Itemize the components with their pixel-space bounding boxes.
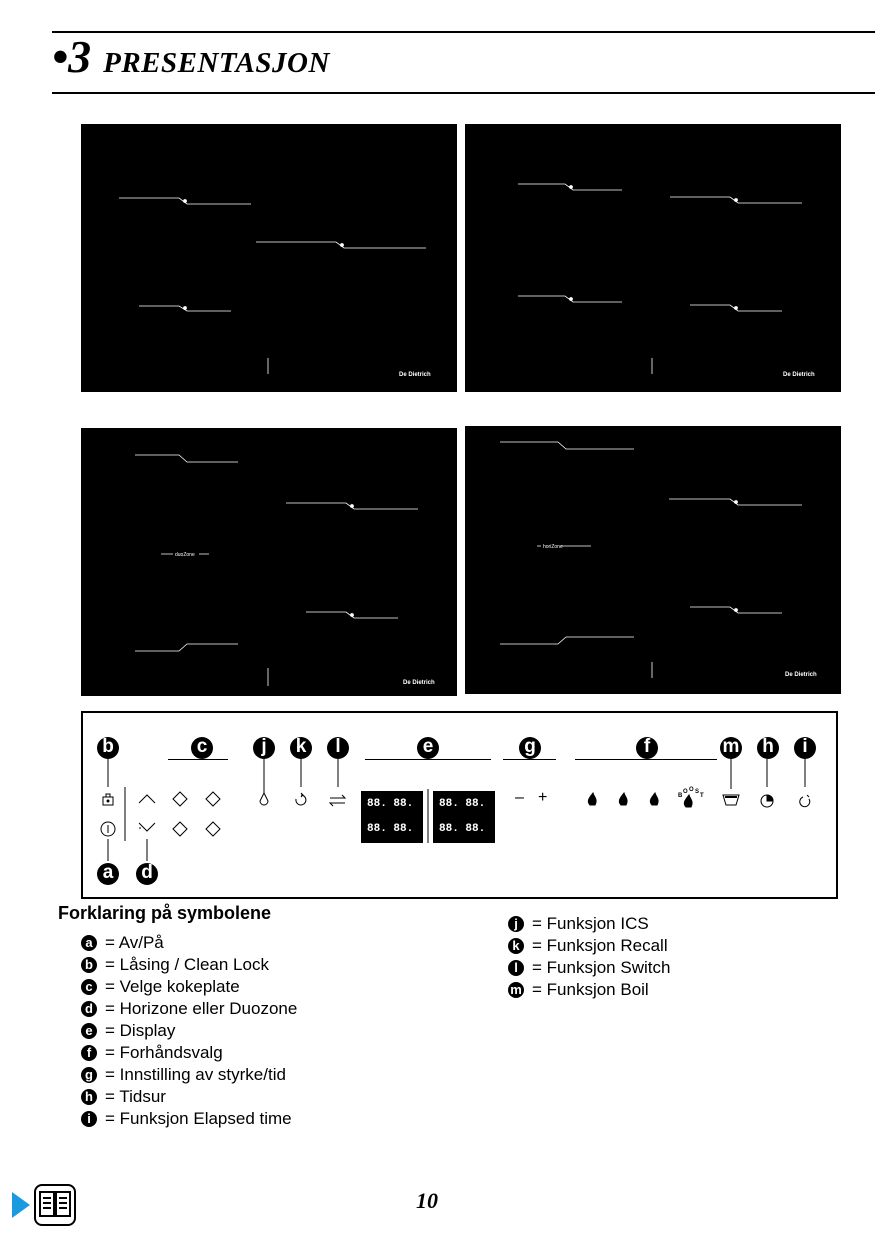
legend-item-e (81, 1020, 175, 1042)
svg-text:T: T (700, 793, 704, 799)
badge-k: k (290, 737, 312, 759)
svg-text:B: B (678, 793, 683, 799)
legend-item-l (508, 957, 670, 979)
badge-l: l (327, 737, 349, 759)
hob-brand: De Dietrich (785, 672, 817, 678)
hob-image-2 (465, 124, 841, 392)
badge-b: b (97, 737, 119, 759)
display-digits: 88. 88. (367, 798, 414, 810)
page-title (52, 30, 330, 83)
timer-icon (761, 795, 773, 807)
svg-text:O: O (689, 787, 694, 793)
legend-item-a (81, 932, 164, 954)
elapsed-time-icon (800, 795, 810, 807)
legend-badge: k (508, 938, 524, 954)
page-number: 10 (416, 1188, 438, 1213)
legend-item-k (508, 935, 668, 957)
hob-image-4 (465, 426, 841, 694)
legend-badge: f (81, 1045, 97, 1061)
section-title: PRESENTASJON (103, 47, 330, 79)
hob-zone-label: duoZone (175, 552, 195, 558)
svg-text:S: S (695, 789, 700, 795)
zone-select-icons (139, 792, 220, 836)
nav-arrow-icon[interactable] (12, 1192, 30, 1218)
legend-item-c (81, 976, 240, 998)
header-rule-bottom (52, 92, 875, 94)
legend-badge: h (81, 1089, 97, 1105)
manual-book-icon (34, 1184, 76, 1226)
badge-g: g (519, 737, 541, 759)
section-number: •3 (52, 31, 92, 82)
control-panel-diagram (81, 711, 838, 899)
hob-image-3 (81, 428, 457, 696)
legend-text: = Tidsur (105, 1087, 166, 1106)
legend-item-d (81, 998, 297, 1020)
badge-i: i (794, 737, 816, 759)
display-digits: 88. 88. (439, 823, 486, 835)
recall-icon (296, 793, 306, 805)
legend-item-g (81, 1064, 286, 1086)
legend-text: = Funksjon Recall (532, 936, 668, 955)
legend-badge: j (508, 916, 524, 932)
legend-item-m (508, 979, 649, 1001)
legend-badge: c (81, 979, 97, 995)
legend-text: = Av/På (105, 933, 164, 952)
legend-badge: l (508, 960, 524, 976)
svg-text:O: O (683, 789, 688, 795)
legend-text: = Forhåndsvalg (105, 1043, 223, 1062)
legend-text: = Låsing / Clean Lock (105, 955, 269, 974)
display-right (433, 791, 495, 843)
legend-text: = Velge kokeplate (105, 977, 240, 996)
minus-symbol: – (515, 789, 524, 806)
legend-text: = Display (105, 1021, 176, 1040)
legend-badge: m (508, 982, 524, 998)
plus-symbol: + (538, 789, 548, 806)
boil-icon (723, 795, 739, 805)
legend-badge: g (81, 1067, 97, 1083)
hob-brand: De Dietrich (783, 372, 815, 378)
legend-text: = Innstilling av styrke/tid (105, 1065, 286, 1084)
power-icon (101, 822, 115, 836)
legend-text: = Funksjon Switch (532, 958, 671, 977)
badge-j: j (253, 737, 275, 759)
legend-badge: e (81, 1023, 97, 1039)
display-left (361, 791, 423, 843)
legend-text: = Funksjon ICS (532, 914, 649, 933)
hob-brand: De Dietrich (399, 372, 431, 378)
display-digits: 88. 88. (367, 823, 414, 835)
switch-icon (330, 795, 345, 806)
legend-item-i (81, 1108, 292, 1130)
legend-item-h (81, 1086, 166, 1108)
legend-text: = Horizone eller Duozone (105, 999, 298, 1018)
badge-m: m (720, 737, 742, 759)
legend-text: = Funksjon Elapsed time (105, 1109, 292, 1128)
legend-title: Forklaring på symbolene (58, 903, 272, 923)
hob-brand: De Dietrich (403, 680, 435, 686)
hob-image-1 (81, 124, 457, 392)
legend-item-b (81, 954, 269, 976)
badge-e: e (417, 737, 439, 759)
badge-d: d (136, 863, 158, 885)
legend-text: = Funksjon Boil (532, 980, 649, 999)
badge-a: a (97, 863, 119, 885)
legend-badge: a (81, 935, 97, 951)
badge-c: c (191, 737, 213, 759)
badge-h: h (757, 737, 779, 759)
legend-badge: i (81, 1111, 97, 1127)
hob-zone-label: horiZone (543, 544, 563, 550)
flame-icons (588, 793, 692, 807)
legend-item-j (508, 913, 649, 935)
lock-icon (103, 794, 113, 805)
boost-icon (678, 787, 704, 799)
legend-badge: b (81, 957, 97, 973)
badge-f: f (636, 737, 658, 759)
legend-badge: d (81, 1001, 97, 1017)
legend-item-f (81, 1042, 223, 1064)
display-digits: 88. 88. (439, 798, 486, 810)
ics-icon (260, 793, 268, 805)
